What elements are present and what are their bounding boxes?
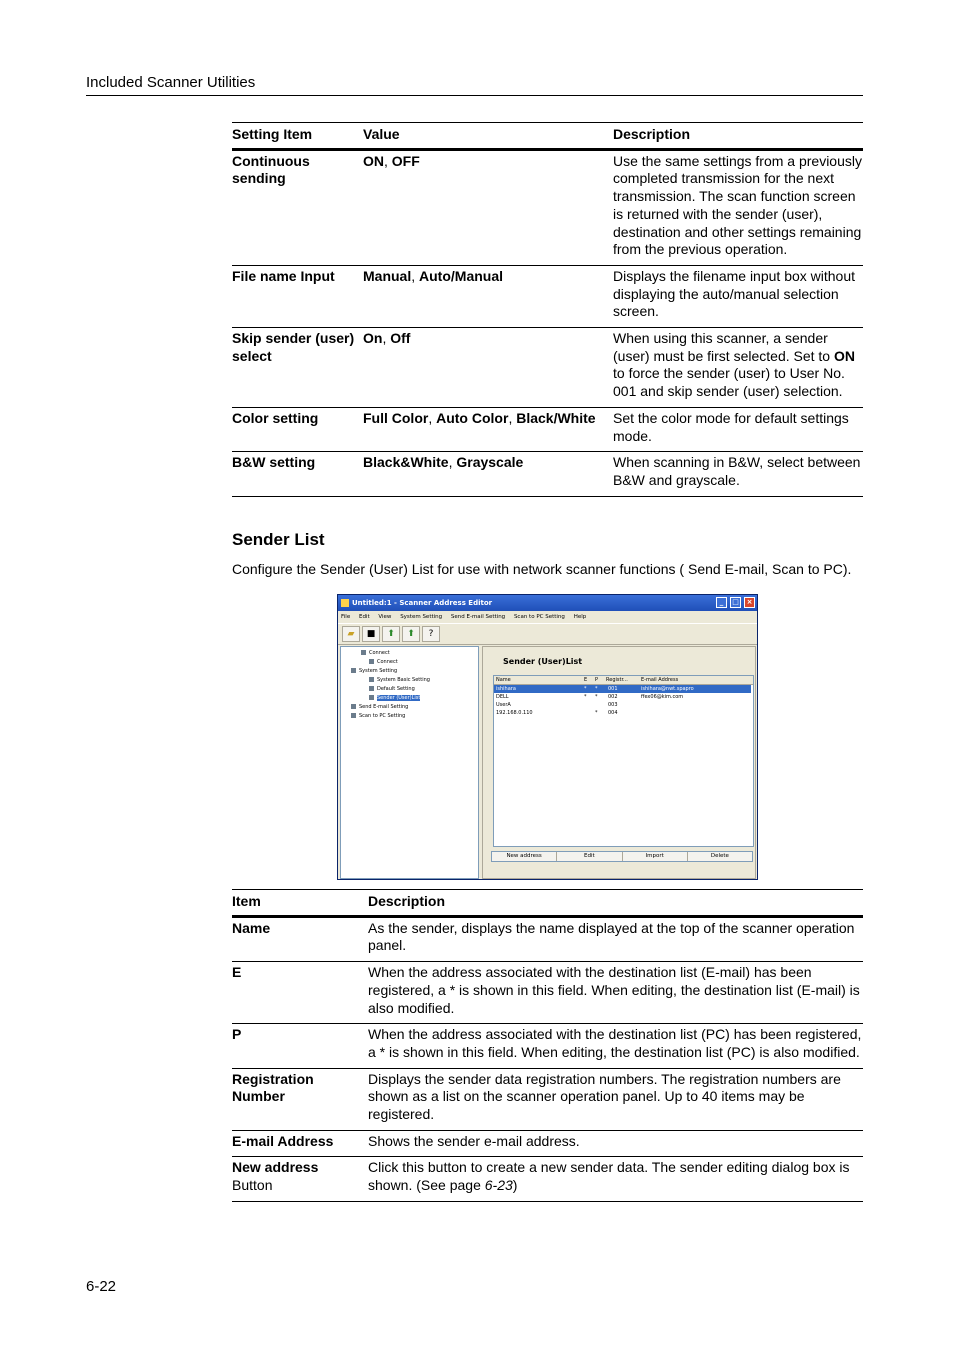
tree-item-send-email-setting[interactable]: Send E-mail Setting bbox=[351, 703, 408, 711]
tree-item-sender-user-list[interactable]: Sender (User)List bbox=[369, 694, 420, 702]
upload-icon[interactable]: ⬆ bbox=[402, 626, 420, 642]
item-name: New address Button bbox=[232, 1157, 368, 1201]
setting-value: ON, OFF bbox=[363, 149, 613, 265]
panel-title: Sender (User)List bbox=[503, 657, 583, 666]
menu-edit[interactable]: Edit bbox=[358, 614, 370, 620]
save-icon[interactable]: ■ bbox=[362, 626, 380, 642]
item-description: Displays the sender data registration numbers. The registration numbers are shown as a list on the scanner operation panel. Up to 40 items may be registered. bbox=[368, 1068, 863, 1130]
table-row bbox=[232, 1024, 863, 1068]
menu-bar bbox=[338, 611, 757, 623]
tree-item-connect[interactable]: Connect bbox=[369, 658, 398, 666]
col-header-email[interactable]: E-mail Address bbox=[641, 677, 679, 683]
table-row bbox=[232, 265, 863, 327]
document-icon bbox=[369, 659, 374, 664]
col-header-setting-item: Setting Item bbox=[232, 123, 363, 150]
setting-value: Black&White, Grayscale bbox=[363, 452, 613, 496]
import-button[interactable]: Import bbox=[623, 852, 688, 861]
setting-description: Displays the filename input box without displaying the auto/manual selection screen. bbox=[613, 265, 863, 327]
col-header-e[interactable]: E bbox=[584, 677, 588, 683]
items-table bbox=[232, 889, 863, 1202]
window-titlebar bbox=[338, 595, 757, 611]
tree-item-scan-to-pc-setting[interactable]: Scan to PC Setting bbox=[351, 712, 405, 720]
minimize-icon[interactable]: _ bbox=[716, 597, 727, 608]
item-description: Click this button to create a new sender data. The sender editing dialog box is shown. (See page 6-23) bbox=[368, 1157, 863, 1201]
sender-list-view[interactable] bbox=[493, 675, 754, 847]
folder-icon bbox=[351, 704, 356, 709]
computer-icon bbox=[361, 650, 366, 655]
tree-item-system-setting[interactable]: System Setting bbox=[351, 667, 397, 675]
list-button-bar bbox=[491, 851, 753, 862]
item-name: Registration Number bbox=[232, 1068, 368, 1130]
menu-file[interactable]: File bbox=[341, 614, 351, 620]
menu-system-setting[interactable]: System Setting bbox=[400, 614, 443, 620]
table-row bbox=[232, 962, 863, 1024]
table-row bbox=[232, 1130, 863, 1157]
section-title: Sender List bbox=[232, 530, 325, 549]
delete-button[interactable]: Delete bbox=[710, 853, 729, 859]
table-row bbox=[232, 149, 863, 265]
setting-description: Use the same settings from a previously completed transmission for the next transmission. The scan function screen is returned with the sender (user), destination and other settings remaining from the previous operation. bbox=[613, 149, 863, 265]
list-item[interactable]: UserA 003 bbox=[496, 702, 618, 708]
page-reference-link[interactable]: 6-23 bbox=[484, 1177, 513, 1194]
setting-description: Set the color mode for default settings mode. bbox=[613, 407, 863, 451]
folder-icon bbox=[351, 713, 356, 718]
scanner-address-editor-screenshot bbox=[337, 594, 758, 880]
table-row bbox=[232, 452, 863, 496]
items-header-row bbox=[232, 890, 863, 917]
col-header-value: Value bbox=[363, 123, 613, 150]
window-title: Untitled:1 - Scanner Address Editor bbox=[352, 599, 493, 607]
folder-icon bbox=[351, 668, 356, 673]
menu-send-email-setting[interactable]: Send E-mail Setting bbox=[450, 614, 506, 620]
list-item[interactable]: ishihara * * 001 ishihara@nwt.spapro bbox=[494, 685, 751, 693]
settings-header-row bbox=[232, 123, 863, 150]
menu-view[interactable]: View bbox=[378, 614, 392, 620]
setting-value: Manual, Auto/Manual bbox=[363, 265, 613, 327]
tree-item-connect-root[interactable]: Connect bbox=[361, 649, 390, 657]
setting-item: B&W setting bbox=[232, 452, 363, 496]
col-header-description: Description bbox=[613, 123, 863, 150]
close-icon[interactable]: × bbox=[744, 597, 755, 608]
col-header-name[interactable]: Name bbox=[496, 677, 511, 683]
list-item[interactable]: 192.168.0.110 * 004 bbox=[496, 710, 618, 716]
toolbar bbox=[338, 623, 757, 645]
edit-button[interactable]: Edit bbox=[557, 852, 622, 861]
table-row bbox=[232, 328, 863, 408]
document-icon bbox=[369, 695, 374, 700]
setting-item: Color setting bbox=[232, 407, 363, 451]
document-icon bbox=[369, 677, 374, 682]
item-name: P bbox=[232, 1024, 368, 1068]
setting-item: Skip sender (user) select bbox=[232, 328, 363, 408]
section-intro: Configure the Sender (User) List for use with network scanner functions ( Send E-mail, Scan to PC). bbox=[232, 561, 852, 577]
new-address-button[interactable]: New address bbox=[492, 852, 557, 861]
table-row bbox=[232, 916, 863, 961]
running-header: Included Scanner Utilities bbox=[86, 74, 256, 91]
setting-value: Full Color, Auto Color, Black/White bbox=[363, 407, 613, 451]
table-row bbox=[232, 1068, 863, 1130]
col-header-item: Item bbox=[232, 890, 368, 917]
tree-pane bbox=[340, 646, 479, 879]
item-name: Name bbox=[232, 916, 368, 961]
tree-item-default-setting[interactable]: Default Setting bbox=[369, 685, 415, 693]
item-description: Shows the sender e-mail address. bbox=[368, 1130, 863, 1157]
item-name: E bbox=[232, 962, 368, 1024]
tree-item-system-basic-setting[interactable]: System Basic Setting bbox=[369, 676, 430, 684]
header-rule bbox=[86, 95, 863, 96]
setting-description: When using this scanner, a sender (user) must be first selected. Set to ON to force the sender (user) to User No. 001 and skip sender (user) selection. bbox=[613, 328, 863, 408]
item-description: When the address associated with the destination list (PC) has been registered, a * is shown in this field. When editing, the destination list (PC) is also modified. bbox=[368, 1024, 863, 1068]
table-row bbox=[232, 407, 863, 451]
app-icon bbox=[341, 599, 349, 607]
list-item[interactable]: DELL * * 002 ffex06@kim.com bbox=[496, 694, 684, 700]
col-header-registration[interactable]: Registr... bbox=[606, 677, 628, 683]
setting-item: File name Input bbox=[232, 265, 363, 327]
list-header bbox=[494, 676, 753, 685]
right-pane bbox=[482, 646, 756, 879]
setting-value: On, Off bbox=[363, 328, 613, 408]
item-name: E-mail Address bbox=[232, 1130, 368, 1157]
menu-help[interactable]: Help bbox=[573, 614, 587, 620]
help-icon[interactable]: ? bbox=[422, 626, 440, 642]
setting-item: Continuous sending bbox=[232, 149, 363, 265]
item-description: When the address associated with the destination list (E-mail) has been registered, a * is shown in this field. When editing, the destination list (E-mail) is also modified. bbox=[368, 962, 863, 1024]
item-description: As the sender, displays the name displayed at the top of the scanner operation panel. bbox=[368, 916, 863, 961]
maximize-icon[interactable]: □ bbox=[730, 597, 741, 608]
page-number: 6-22 bbox=[86, 1278, 117, 1295]
send-icon[interactable]: ⬆ bbox=[382, 626, 400, 642]
col-header-description: Description bbox=[368, 890, 863, 917]
menu-scan-to-pc-setting[interactable]: Scan to PC Setting bbox=[513, 614, 565, 620]
table-row bbox=[232, 1157, 863, 1201]
setting-description: When scanning in B&W, select between B&W and grayscale. bbox=[613, 452, 863, 496]
settings-table bbox=[232, 122, 863, 497]
open-folder-icon[interactable]: ▰ bbox=[342, 626, 360, 642]
document-icon bbox=[369, 686, 374, 691]
col-header-p[interactable]: P bbox=[595, 677, 599, 683]
